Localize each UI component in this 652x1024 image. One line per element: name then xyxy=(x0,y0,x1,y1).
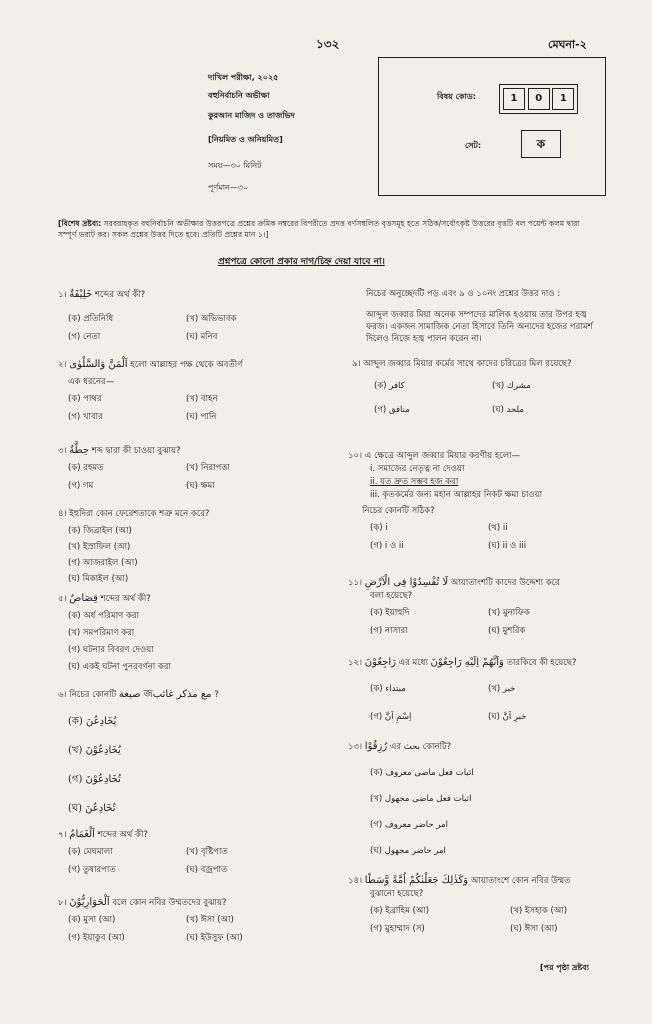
option: (ঘ) একই ঘটনা পুনরবর্ণনা করা xyxy=(68,662,171,672)
arabic-term: اَلْغَمَامُ xyxy=(69,829,95,840)
option: (খ) ইসহাক (আ) xyxy=(510,906,568,916)
exam-category: [নিয়মিত ও অনিয়মিত] xyxy=(208,135,283,144)
exam-type: বহুনির্বাচনি অভীক্ষা xyxy=(208,91,270,100)
instructions-text: সরবরাহকৃত বহুনির্বাচনি অভীক্ষার উত্তরপত্রে প্রশ্নের ক্রমিক নম্বরের বিপরীতে প্রদত্ত বর্ণসম্বলিত বৃত্তসমূহ হতে সঠিক/সর্বোৎকৃষ্ট উত্তরের বৃত্তটি বল পয়েন্ট কলম দ্বারা সম্পূর্ণ ভরাট কর। সকল প্রশ্নের উত্তর দিতে হবে। প্রতিটি প্রশ্নের মান ১।] xyxy=(58,219,580,239)
question-3: ৩। حِطَّةٌ শব্দ দ্বারা কী চাওয়া বুঝায়? (ক) রহমত (খ) নিরাপত্তা (গ) গম (ঘ) ক্ষমা xyxy=(58,444,348,493)
subject-name: কুরআন মাজিদ ও তাজভিদ xyxy=(208,111,295,120)
exam-title: দাখিল পরীক্ষা, ২০২৫ xyxy=(208,73,279,82)
arabic-term: اَلْحَوَارِيُّوْنَ xyxy=(69,897,110,908)
option: (খ) মুনাফিক xyxy=(488,608,530,618)
option: (ঘ) মুশরিক xyxy=(488,626,526,636)
option: (খ) সমপরিমাণ করা xyxy=(68,628,135,638)
arabic-term: اَلْمَنَّ وَالسَّلْوٰى xyxy=(69,359,128,370)
option: (ক) মেঘমালা xyxy=(68,847,113,857)
question-10: ১০। এ ক্ষেত্রে আব্দুল জব্বার মিয়ার করণীয় হলো— i. সমাজের নেতৃত্ব না দেওয়া ii. যত দ্রুত সম্ভব হজ করা iii. কৃতকর্মের জন্য মহান আল্লাহর নিকট ক্ষমা চাওয়া নিচের কোনটি সঠিক? (ক) i (খ) ii (গ) i ও ii (ঘ) ii ও iii xyxy=(348,450,602,553)
option: (গ) تُخَادِعُوْنَ xyxy=(68,774,121,785)
option: (গ) i ও ii xyxy=(370,541,404,551)
option: (ঘ) মিকাইল (আ) xyxy=(68,574,129,584)
statement-ii: ii. যত দ্রুত সম্ভব হজ করা xyxy=(370,477,459,487)
option: (ঘ) امر حاضر مجهول xyxy=(370,846,446,856)
option: (ক) ইব্রাহিম (আ) xyxy=(370,906,430,916)
option: (খ) ঈসা (আ) xyxy=(186,915,234,925)
option: (গ) গম xyxy=(68,481,94,491)
option: (খ) নিরাপত্তা xyxy=(186,463,230,473)
full-marks: পূর্ণমান—৩০ xyxy=(208,183,249,192)
option: (ঘ) خبرِ اَنَّ xyxy=(488,712,527,722)
option: (ক) كافر xyxy=(374,381,405,391)
option: (ঘ) ক্ষমা xyxy=(186,481,215,491)
option: (ক) مبتداء xyxy=(370,684,406,694)
option: (খ) خبر xyxy=(488,684,516,694)
option: (ঘ) বজ্রপাত xyxy=(186,865,228,875)
option: (ঘ) ঈসা (আ) xyxy=(510,924,558,934)
option: (ক) প্রতিনিধি xyxy=(68,314,114,324)
warning-text: প্রশ্নপত্রে কোনো প্রকার দাগ/চিহ্ন দেয়া যাবে না। xyxy=(218,257,385,267)
option: (ঘ) تُخَادِعُنَ xyxy=(68,803,116,814)
option: (খ) ii xyxy=(488,523,508,533)
passage-text: আব্দুল জব্বার মিয়া অনেক সম্পদের মালিক হওয়ায় তার উপর হজ্ব ফরজ। একজন সামাজিক নেতা হিসাবে তিনি অন্যদের হজের পরামর্শ দিলেও নিজে হজ্ব পালন করেন না। xyxy=(366,310,593,344)
statement-iii: iii. কৃতকর্মের জন্য মহান আল্লাহর নিকট ক্ষমা চাওয়া xyxy=(370,490,543,500)
question-2: ২। اَلْمَنَّ وَالسَّلْوٰى হলো আল্লাহর পক্ষ থেকে অবতীর্ণ এক ধরনের— (ক) পাথর (খ) বাহন (গ) খাবার (ঘ) পানি xyxy=(58,358,348,424)
code-digit-2: 0 xyxy=(528,88,550,110)
code-digit-1: 1 xyxy=(503,88,525,110)
option: (গ) নাসারা xyxy=(370,626,408,636)
question-14: ১৪। وَكَذٰلِكَ جَعَلْنٰكُمْ اُمَّةً وَّسَطًا আয়াতাংশে কোন নবির উম্মত বুঝানো হয়েছে? (ক) ইব্রাহিম (আ) (খ) ইসহাক (আ) (গ) মুহাম্মাদ (স) (ঘ) ঈসা (আ) xyxy=(348,874,608,936)
question-6: ৬। নিচের কোনটি صيغة জمع مذكر غائب ? (ক) يُخَادِعُنَ (খ) يُخَادِعُوْنَ (গ) تُخَادِعُوْنَ (ঘ) تُخَادِعُنَ xyxy=(58,688,348,818)
option: (ক) i xyxy=(370,523,388,533)
option: (ঘ) ইউসুফ (আ) xyxy=(186,933,243,943)
option: (ঘ) মনিব xyxy=(186,332,218,342)
option: (গ) ইয়াকুব (আ) xyxy=(68,933,125,943)
option: (খ) مشرك xyxy=(492,381,531,391)
question-11: ১১। لَا تُفْسِدُوْا فِى الْاَرْضِ আয়াতাংশটি কাদের উদ্দেশ্য করে বলা হয়েছে? (ক) ইয়াহুদি (খ) মুনাফিক (গ) নাসারা (ঘ) মুশরিক xyxy=(348,576,602,638)
instructions-lead: [বিশেষ দ্রষ্টব্য: xyxy=(58,219,102,228)
option: (ক) মুসা (আ) xyxy=(68,915,116,925)
option: (ক) অর্ধ পরিমাণ করা xyxy=(68,611,140,621)
subject-code-label: বিষয় কোড: xyxy=(437,92,476,101)
option: (খ) বৃষ্টিপাত xyxy=(186,847,228,857)
arabic-term: وَكَذٰلِكَ جَعَلْنٰكُمْ اُمَّةً وَّسَطًا xyxy=(364,875,469,886)
option: (ঘ) ملحد xyxy=(492,405,524,415)
question-8: ৮। اَلْحَوَارِيُّوْنَ বলে কোন নবির উম্মতদের বুঝায়? (ক) মুসা (আ) (খ) ঈসা (আ) (গ) ইয়াকুব (আ) (ঘ) ইউসুফ (আ) xyxy=(58,896,348,945)
option: (ক) ইয়াহুদি xyxy=(370,608,410,618)
question-7: ৭। اَلْغَمَامُ শব্দের অর্থ কী? (ক) মেঘমালা (খ) বৃষ্টিপাত (গ) তুষারপাত (ঘ) বজ্রপাত xyxy=(58,828,348,877)
option: (গ) امر حاضر معروف xyxy=(370,820,448,830)
option: (গ) আজরাইল (আ) xyxy=(68,558,138,568)
board-name: মেঘনা-২ xyxy=(548,38,587,51)
code-box xyxy=(378,57,606,196)
question-5: ৫। قِصَاصٌ শব্দের অর্থ কী? (ক) অর্ধ পরিমাণ করা (খ) সমপরিমাণ করা (গ) ঘটনার বিবরণ দেওয়া (ঘ) একই ঘটনা পুনরবর্ণনা করা xyxy=(58,592,348,674)
arabic-term: صيغة জمع مذكر غائب xyxy=(118,689,212,700)
option: (ক) জিব্রাইল (আ) xyxy=(68,526,132,536)
arabic-term: لَا تُفْسِدُوْا فِى الْاَرْضِ xyxy=(364,577,449,588)
question-1: ১। خَلِيْفَةٌ শব্দের অর্থ কী? (ক) প্রতিনিধি (খ) অভিভাবক (গ) নেতা (ঘ) মনিব xyxy=(58,288,348,344)
arabic-phrase: وَاَنَّهُمْ اِلَيْهِ رَاجِعُوْنَ xyxy=(430,657,504,668)
passage-intro: নিচের অনুচ্ছেদটি পড় এবং ৯ ও ১০নং প্রশ্নের উত্তর দাও : xyxy=(366,289,561,299)
set-value: ক xyxy=(521,130,561,158)
arabic-term: قِصَاصٌ xyxy=(69,593,98,604)
option: (গ) খাবার xyxy=(68,412,103,422)
question-4: ৪। ইহুদিরা কোন ফেরেশতাকে শত্রু মনে করে? (ক) জিব্রাইল (আ) (খ) ইস্রাফিল (আ) (গ) আজরাইল (আ) (ঘ) মিকাইল (আ) xyxy=(58,508,348,586)
page-number: ১৩২ xyxy=(316,37,340,51)
subject-code xyxy=(499,84,578,114)
option: (ক) يُخَادِعُنَ xyxy=(68,716,117,727)
arabic-term: رُزِقُوْا xyxy=(364,741,388,752)
option: (ঘ) ii ও iii xyxy=(488,541,527,551)
option: (গ) ঘটনার বিবরণ দেওয়া xyxy=(68,645,154,655)
instructions xyxy=(58,218,598,240)
option: (খ) অভিভাবক xyxy=(186,314,237,324)
statement-i: i. সমাজের নেতৃত্ব না দেওয়া xyxy=(370,464,465,474)
option: (খ) اثبات فعل ماضى مجهول xyxy=(370,794,472,804)
option: (গ) নেতা xyxy=(68,332,101,342)
code-digit-3: 1 xyxy=(552,88,574,110)
question-13: ১৩। رُزِقُوْا এর بحث কোনটি? (ক) اثبات فعل ماضى معروف (খ) اثبات فعل ماضى مجهول (গ) امر حاضر معروف (ঘ) امر حاضر مجهول xyxy=(348,740,602,858)
arabic-term: رَاجِعُوْنَ xyxy=(364,657,396,668)
option: (ঘ) পানি xyxy=(186,412,217,422)
question-9: ৯। আব্দুল জব্বার মিয়ার কর্মের সাথে কাদের চরিত্রের মিল রয়েছে? (ক) كافر (খ) مشرك (গ) منافق (ঘ) ملحد xyxy=(352,358,602,417)
option: (ক) রহমত xyxy=(68,463,104,473)
option: (ক) اثبات فعل ماضى معروف xyxy=(370,768,474,778)
option: (খ) يُخَادِعُوْنَ xyxy=(68,745,121,756)
option: (গ) اِسْمِ اَنَّ xyxy=(370,712,412,722)
option: (ক) পাথর xyxy=(68,394,102,404)
passage xyxy=(366,288,606,345)
page-footer: [পর পৃষ্ঠা দ্রষ্টব্য xyxy=(540,963,589,972)
arabic-term: حِطَّةٌ xyxy=(69,445,90,456)
question-12: ১২। رَاجِعُوْنَ এর মধ্যে وَاَنَّهُمْ اِلَيْهِ رَاجِعُوْنَ তারকিবে কী হয়েছে? (ক) مبتداء (খ) خبر (গ) اِسْمِ اَنَّ (ঘ) خبرِ اَنَّ xyxy=(348,656,608,724)
option: (গ) তুষারপাত xyxy=(68,865,116,875)
option: (খ) বাহন xyxy=(186,394,218,404)
exam-time: সময়—৩০ মিনিট xyxy=(208,161,262,170)
option: (গ) মুহাম্মাদ (স) xyxy=(370,924,425,934)
arabic-term: خَلِيْفَةٌ xyxy=(69,289,93,300)
option: (গ) منافق xyxy=(374,405,410,415)
set-label: সেট: xyxy=(465,141,482,150)
option: (খ) ইস্রাফিল (আ) xyxy=(68,542,131,552)
